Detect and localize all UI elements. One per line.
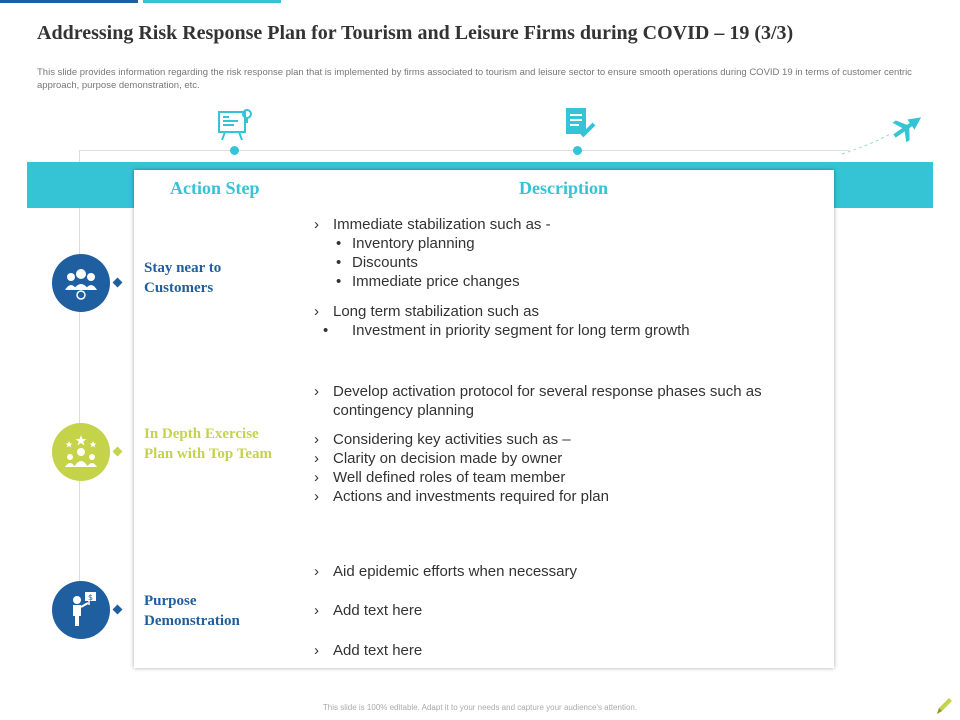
description-line: Aid epidemic efforts when necessary	[333, 563, 578, 580]
row-icon-circle	[52, 423, 110, 481]
description-line: Clarity on decision made by owner	[333, 450, 563, 467]
top-accent-bar-secondary	[143, 0, 281, 3]
timeline-dot	[230, 146, 239, 155]
slide-subtitle: This slide provides information regarding the risk response plan that is implemented by firms associated to tourism and leisure sector to ensure smooth operations during COVID 19 in terms of customer centric approach, purpose demonstration, etc.	[37, 67, 912, 91]
chevron-icon: ›	[314, 563, 319, 580]
bullet-icon: •	[323, 322, 329, 339]
action-step-line: In Depth Exercise	[144, 426, 259, 442]
row-marker-diamond	[113, 447, 123, 457]
presentation-board-icon	[216, 106, 254, 144]
description-line: Develop activation protocol for several response phases such as	[333, 383, 762, 400]
description-line: Immediate price changes	[352, 273, 520, 290]
action-step-line: Customers	[144, 280, 214, 296]
description-line: Add text here	[333, 642, 423, 659]
timeline-dot	[573, 146, 582, 155]
airplane-icon	[840, 112, 922, 158]
chevron-icon: ›	[314, 216, 319, 233]
description-line: Well defined roles of team member	[333, 469, 566, 486]
action-step-line: Purpose	[144, 593, 197, 609]
footer-note: This slide is 100% editable. Adapt it to your needs and capture your audience's attention.	[322, 703, 638, 712]
description-line: contingency planning	[333, 402, 474, 419]
row-icon-circle	[52, 254, 110, 312]
chevron-icon: ›	[314, 488, 319, 505]
document-edit-icon	[562, 106, 598, 142]
chevron-icon: ›	[314, 431, 319, 448]
action-step-title	[144, 258, 221, 298]
slide-title: Addressing Risk Response Plan for Tourism and Leisure Firms during COVID – 19 (3/3)	[37, 22, 794, 44]
action-step-line: Demonstration	[144, 613, 240, 629]
action-step-title	[144, 424, 272, 464]
top-accent-bar	[0, 0, 138, 3]
description-line: Inventory planning	[352, 235, 475, 252]
row-marker-diamond	[113, 605, 123, 615]
pencil-logo-icon	[934, 696, 954, 716]
chevron-icon: ›	[314, 602, 319, 619]
description-line: Immediate stabilization such as -	[333, 216, 551, 233]
bullet-icon: •	[336, 254, 342, 271]
chevron-icon: ›	[314, 642, 319, 659]
bullet-icon: •	[336, 235, 342, 252]
description-line: Long term stabilization such as	[333, 303, 539, 320]
description-line: Add text here	[333, 602, 423, 619]
chevron-icon: ›	[314, 383, 319, 400]
column-header-action-step: Action Step	[170, 178, 260, 198]
connector-line-horizontal	[79, 150, 849, 151]
customers-group-icon	[62, 264, 100, 302]
chevron-icon: ›	[314, 303, 319, 320]
connector-line-vertical	[79, 150, 80, 638]
bullet-icon: •	[336, 273, 342, 290]
chevron-icon: ›	[314, 450, 319, 467]
action-step-title	[144, 591, 240, 631]
column-header-description: Description	[519, 178, 608, 198]
description-line: Investment in priority segment for long term growth	[352, 322, 690, 339]
chevron-icon: ›	[314, 469, 319, 486]
action-step-line: Stay near to	[144, 260, 222, 276]
person-with-sign-icon	[62, 591, 100, 629]
svg-text:$: $	[87, 593, 94, 602]
row-marker-diamond	[113, 278, 123, 288]
row-icon-circle	[52, 581, 110, 639]
team-leader-icon	[62, 433, 100, 471]
description-line: Discounts	[352, 254, 418, 271]
description-line: Considering key activities such as –	[333, 431, 571, 448]
description-line: Actions and investments required for plan	[333, 488, 609, 505]
action-step-line: Plan with Top Team	[144, 446, 272, 462]
